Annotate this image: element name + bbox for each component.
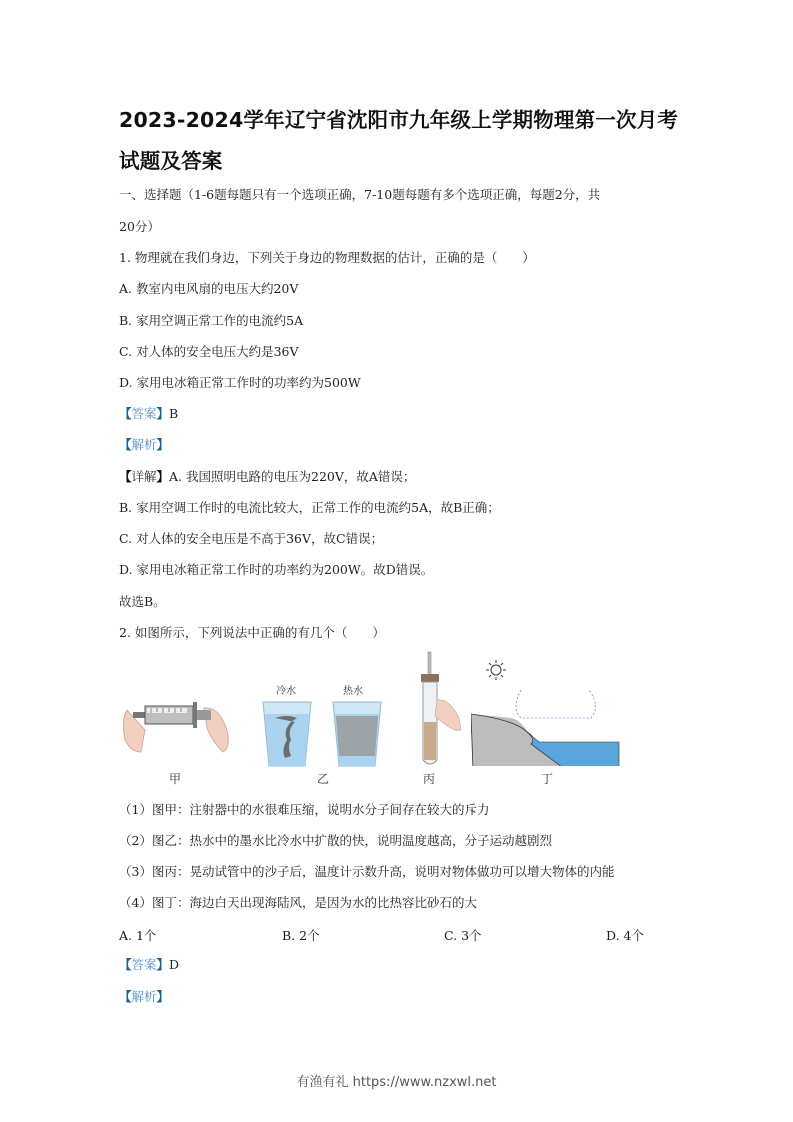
syringe-illustration [119,690,234,760]
bracket-open: 【 [119,406,132,421]
test-tube-illustration [415,650,465,770]
q2-analysis [119,989,169,1005]
section-heading-cont: 20分） [119,219,160,234]
answer-value: B [169,406,179,421]
analysis-label: 解析 [131,437,157,452]
q2-figure [119,650,629,790]
hot-water-cup [331,700,383,770]
q2-stem: 2. 如图所示，下列说法中正确的有几个（ ） [119,625,385,640]
answer-label: 答案 [131,406,157,421]
bracket-close: 】 [156,957,170,972]
q2-answer [119,957,179,973]
bracket-open: 【 [119,989,132,1004]
bracket-open: 【 [119,469,132,484]
page-title: 2023-2024学年辽宁省沈阳市九年级上学期物理第一次月考试题及答案 [119,108,679,173]
sun-icon [486,660,506,680]
figure-label-bing: 丙 [423,772,436,786]
analysis-label: 解析 [131,989,157,1004]
q1-option-c: C. 对人体的安全电压大约是36V [119,344,299,359]
cup-label-cold: 冷水 [276,686,296,697]
q1-option-b: B. 家用空调正常工作的电流约5A [119,313,304,328]
q2-option-c: C. 3个 [444,928,482,943]
detail-line-b: B. 家用空调工作时的电流比较大，正常工作的电流约5A，故B正确； [119,500,500,515]
q1-analysis [119,437,169,453]
detail-line-a: A. 我国照明电路的电压为220V，故A错误； [169,469,416,484]
cold-water-cup [261,700,313,770]
q2-statement-4: （4）图丁：海边白天出现海陆风，是因为水的比热容比砂石的大 [119,895,477,910]
bracket-open: 【 [119,957,132,972]
q1-option-a: A. 教室内电风扇的电压大约20V [119,281,299,296]
detail-line-c: C. 对人体的安全电压是不高于36V，故C错误； [119,531,384,546]
detail-line-d: D. 家用电冰箱正常工作时的功率约为200W。故D错误。 [119,562,434,577]
bracket-close: 】 [156,469,170,484]
q2-statement-1: （1）图甲：注射器中的水很难压缩，说明水分子间存在较大的斥力 [119,802,490,817]
detail-label: 详解 [131,469,157,484]
q2-options [119,926,679,942]
detail-conclusion: 故选B。 [119,594,166,609]
figure-label-yi: 乙 [317,772,330,786]
q2-option-d: D. 4个 [606,928,644,943]
q2-statement-3: （3）图丙：晃动试管中的沙子后，温度计示数升高，说明对物体做功可以增大物体的内能 [119,864,615,879]
section-heading: 一、选择题（1-6题每题只有一个选项正确，7-10题每题有多个选项正确，每题2分，共 [119,187,601,202]
q2-statement-2: （2）图乙：热水中的墨水比冷水中扩散的快，说明温度越高，分子运动越剧烈 [119,833,552,848]
q1-detail [119,469,415,485]
sea-breeze-illustration [471,658,631,766]
footer-watermark: 有渔有礼 https://www.nzxwl.net [296,1075,497,1090]
q1-answer [119,406,178,422]
bracket-close: 】 [156,437,170,452]
figure-label-jia: 甲 [169,772,182,786]
answer-value: D [169,957,180,972]
q1-option-d: D. 家用电冰箱正常工作时的功率约为500W [119,375,361,390]
q2-option-a: A. 1个 [119,928,157,943]
q2-option-b: B. 2个 [282,928,320,943]
answer-label: 答案 [131,957,157,972]
figure-label-ding: 丁 [541,772,554,786]
q1-stem: 1. 物理就在我们身边，下列关于身边的物理数据的估计，正确的是（ ） [119,250,535,265]
cup-label-hot: 热水 [343,686,363,697]
bracket-close: 】 [156,989,170,1004]
bracket-open: 【 [119,437,132,452]
bracket-close: 】 [156,406,170,421]
